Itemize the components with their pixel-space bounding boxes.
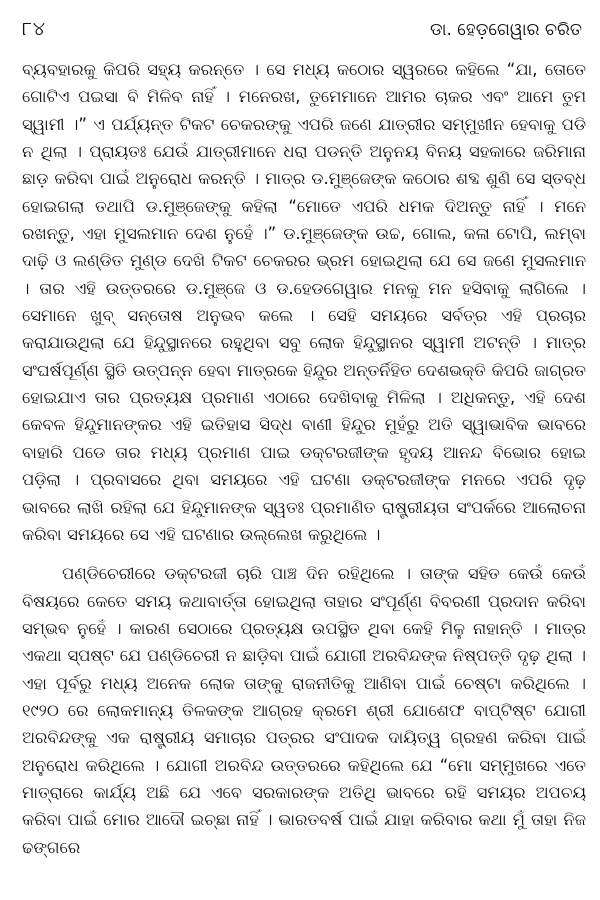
paragraph-2: ପଣ୍ଡିଚେରୀରେ ଡକ୍ଟରଜୀ ଚାରି ପାଞ୍ଚ ଦିନ ରହିଥିଲେ । ତାଙ୍କ ସହିତ କେଉଁ କେଉଁ ବିଷୟରେ କେତେ ସମୟ କଥାବାର୍ତ୍ତା ହୋଇଥିଲା ତାହାର ସଂପୂର୍ଣ୍ଣ ବିବରଣୀ ପ୍ରଦାନ କରିବା ସମ୍ଭବ ନୁହେଁ । କାରଣ ସେଠାରେ ପ୍ରତ୍ୟକ୍ଷ ଉପସ୍ଥିତ ଥିବା କେହି ମିଳୁ ନାହାନ୍ତି । ମାତ୍ର ଏକଥା ସ୍ପଷ୍ଟ ଯେ ପଣ୍ଡିଚେରୀ ନ ଛାଡ଼ିବା ପାଇଁ ଯୋଗୀ ଅରବିନ୍ଦଙ୍କ ନିଷ୍ପତ୍ତି ଦୃଢ଼ ଥିଲା । ଏହା ପୂର୍ବରୁ ମଧ୍ୟ ଅନେକ ଲୋକ ତାଙ୍କୁ ରାଜନୀତିକୁ ଆଣିବା ପାଇଁ ଚେଷ୍ଟା କରିଥିଲେ । ୧୯୨୦ ରେ ଲୋକମାନ୍ୟ ତିଳକଙ୍କ ଆଗ୍ରହ କ୍ରମେ ଶ୍ରୀ ଯୋଶେଫ ବାପ୍ଟିଷ୍ଟ ଯୋଗୀ ଅରବିନ୍ଦଙ୍କୁ ଏକ ରାଷ୍ଟ୍ରୀୟ ସମାଚାର ପତ୍ରର ସଂପାଦକ ଦାୟିତ୍ୱ ଗ୍ରହଣ କରିବା ପାଇଁ ଅନୁରୋଧ କରିଥିଲେ । ଯୋଗୀ ଅରବିନ୍ଦ ଉତ୍ତରରେ କହିଥିଲେ ଯେ “ମୋ ସମ୍ମୁଖରେ ଏତେ ମାତ୍ରାରେ କାର୍ଯ୍ୟ ଅଛି ଯେ ଏବେ ସରକାରଙ୍କ ଅତିଥି ଭାବରେ ରହି ସମୟର ଅପଚୟ କରିବା ପାଇଁ ମୋର ଆଦୌ ଇଚ୍ଛା ନାହିଁ । ଭାରତବର୍ଷ ପାଇଁ ଯାହା କରିବାର କଥା ମୁଁ ତାହା ନିଜ ଢଙ୍ଗରେ — [22, 564, 586, 857]
body-text — [22, 56, 586, 861]
page-number: ୮୪ — [22, 18, 47, 40]
page-header — [22, 18, 586, 56]
running-title: ଡା. ହେଡ଼ଗେୱାର ଚରିତ — [430, 20, 582, 40]
paragraph-1: ବ୍ୟବହାରକୁ କିପରି ସହ୍ୟ କରନ୍ତେ । ସେ ମଧ୍ୟ କଠୋର ସ୍ୱରରେ କହିଲେ “ଯା, ତୋତେ ଗୋଟିଏ ପଇସା ବି ମିଳିବ ନାହିଁ । ମନେରଖ, ତୁମେମାନେ ଆମର ଚାକର ଏବଂ ଆମେ ତୁମ ସ୍ୱାମୀ ।” ଏ ପର୍ଯ୍ୟନ୍ତ ଟିକଟ ଚେକରଙ୍କୁ ଏପରି ଜଣେ ଯାତ୍ରୀର ସମ୍ମୁଖୀନ ହେବାକୁ ପଡି ନ ଥିଲା । ପ୍ରାୟତଃ ଯେଉଁ ଯାତ୍ରୀମାନେ ଧରା ପଡନ୍ତି ଅନୁନୟ ବିନୟ ସହକାରେ ଜରିମାନା ଛାଡ଼ କରିବା ପାଇଁ ଅନୁରୋଧ କରନ୍ତି । ମାତ୍ର ଡ.ମୁଞ୍ଜେଙ୍କ କଠୋର ଶବ୍ଦ ଶୁଣି ସେ ସ୍ତବ୍ଧ ହୋଇଗଲା ତଥାପି ଡ.ମୁଞ୍ଜେଙ୍କୁ କହିଲା “ମୋତେ ଏପରି ଧମକ ଦିଅନ୍ତୁ ନାହିଁ । ମନେ ରଖନ୍ତୁ, ଏହା ମୁସଲମାନ ଦେଶ ନୁହେଁ ।” ଡ.ମୁଞ୍ଜେଙ୍କ ଉଚ୍ଚ, ଗୋଲ, କଳା ଟୋପି, ଲମ୍ବା ଦାଢ଼ି ଓ ଲଣ୍ଡିତ ମୁଣ୍ଡ ଦେଖି ଟିକଟ ଚେକରର ଭ୍ରମ ହୋଇଥିଲା ଯେ ସେ ଜଣେ ମୁସଲମାନ । ତାର ଏହି ଉତ୍ତରରେ ଡ.ମୁଞ୍ଜେ ଓ ଡ.ହେଡଗେୱାର ମନକୁ ମନ ହସିବାକୁ ଲାଗିଲେ । ସେମାନେ ଖୁବ୍ ସନ୍ତୋଷ ଅନୁଭବ କଲେ । ସେହି ସମୟରେ ସର୍ବତ୍ର ଏହି ପ୍ରଚାର କରାଯାଉଥିଲା ଯେ ହିନ୍ଦୁସ୍ଥାନରେ ରହୁଥିବା ସବୁ ଲୋକ ହିନ୍ଦୁସ୍ଥାନର ସ୍ୱାମୀ ଅଟନ୍ତି । ମାତ୍ର ସଂଘର୍ଷପୂର୍ଣ୍ଣ ସ୍ଥିତି ଉତ୍ପନ୍ନ ହେବା ମାତ୍ରକେ ହିନ୍ଦୁର ଅନ୍ତର୍ନିହିତ ଦେଶଭକ୍ତି କିପରି ଜାଗ୍ରତ ହୋଇଯାଏ ତାର ପ୍ରତ୍ୟକ୍ଷ ପ୍ରମାଣ ଏଠାରେ ଦେଖିବାକୁ ମିଳିଲା । ଅଧିକନ୍ତୁ, ଏହି ଦେଶ କେବଳ ହିନ୍ଦୁମାନଙ୍କର ଏହି ଇତିହାସ ସିଦ୍ଧ ବାଣୀ ହିନ୍ଦୁର ମୁହଁରୁ ଅତି ସ୍ୱାଭାବିକ ଭାବରେ ବାହାରି ପଡେ ତାର ମଧ୍ୟ ପ୍ରମାଣ ପାଇ ଡକ୍ଟରଜୀଙ୍କ ହୃଦୟ ଆନନ୍ଦ ବିଭୋର ହୋଇ ପଡ଼ିଲା । ପ୍ରବାସରେ ଥିବା ସମୟରେ ଏହି ଘଟଣା ଡକ୍ଟରଜୀଙ୍କ ମନରେ ଏପରି ଦୃଢ଼ ଭାବରେ ଲାଖି ରହିଲା ଯେ ହିନ୍ଦୁମାନଙ୍କ ସ୍ୱତଃ ପ୍ରମାଣିତ ରାଷ୍ଟ୍ରୀୟତା ସଂପର୍କରେ ଆଲୋଚନା କରିବା ସମୟରେ ସେ ଏହି ଘଟଣାର ଉଲ୍ଲେଖ କରୁଥିଲେ । — [22, 60, 586, 544]
